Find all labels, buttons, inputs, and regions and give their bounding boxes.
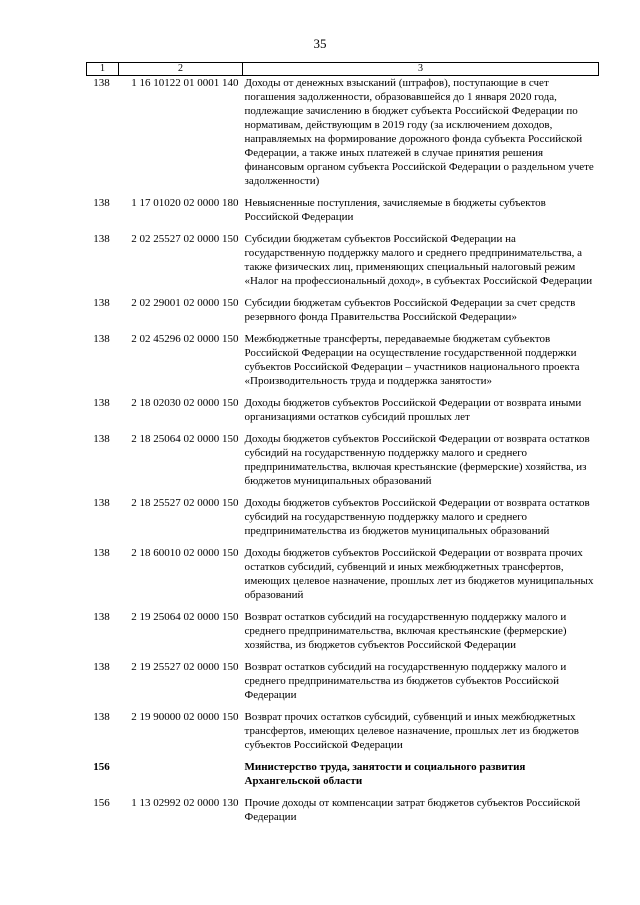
budget-classification-code: 2 19 25064 02 0000 150 [131, 611, 239, 623]
budget-classification-code: 2 19 25527 02 0000 150 [131, 661, 239, 673]
table-row [87, 432, 599, 496]
table-row [87, 496, 599, 546]
table-body [87, 76, 599, 833]
administrator-code: 138 [93, 711, 110, 723]
revenue-name: Возврат остатков субсидий на государственную поддержку малого и среднего предпринимательства, включая крестьянские (фермерские) хозяйства, из бюджетов субъектов Российской Федерации [244, 611, 567, 651]
administrator-code: 156 [93, 761, 110, 773]
administrator-code: 138 [93, 333, 110, 345]
table-header-row [87, 63, 599, 76]
table-row [87, 76, 599, 197]
table-row [87, 660, 599, 710]
budget-classification-code: 2 18 60010 02 0000 150 [131, 547, 239, 559]
table-row [87, 710, 599, 760]
revenue-name: Доходы бюджетов субъектов Российской Федерации от возврата остатков субсидий на государственную поддержку малого и среднего предпринимательства, включая крестьянские (фермерские) хозяйства, из бюджетов муниципальных образований [244, 433, 590, 487]
column-number-3: 3 [243, 63, 599, 76]
revenue-name: Возврат остатков субсидий на государственную поддержку малого и среднего предпринимательства из бюджетов субъектов Российской Федерации [244, 661, 567, 701]
page-number: 35 [313, 36, 327, 51]
budget-classification-code: 2 18 25064 02 0000 150 [131, 433, 239, 445]
revenue-name: Доходы бюджетов субъектов Российской Федерации от возврата прочих остатков субсидий, субвенций и иных межбюджетных трансфертов, имеющих целевое назначение, прошлых лет из бюджетов муниципальных образований [244, 547, 594, 601]
administrator-code: 138 [93, 197, 110, 209]
administrator-code: 138 [93, 547, 110, 559]
table-row [87, 232, 599, 296]
table-row [87, 546, 599, 610]
table-row [87, 610, 599, 660]
administrator-code: 138 [93, 433, 110, 445]
administrator-code: 156 [93, 797, 110, 809]
revenue-name: Прочие доходы от компенсации затрат бюджетов субъектов Российской Федерации [244, 797, 581, 823]
revenue-name: Межбюджетные трансферты, передаваемые бюджетам субъектов Российской Федерации на осуществление государственной поддержки субъектов Российской Федерации – участников национального проекта «Производительность труда и поддержка занятости» [244, 333, 580, 387]
administrator-code: 138 [93, 611, 110, 623]
revenue-name: Доходы от денежных взысканий (штрафов), поступающие в счет погашения задолженности, образовавшейся до 1 января 2020 года, подлежащие зачислению в бюджет субъекта Российской Федерации по нормативам, действующим в 2019 году (за исключением доходов, направляемых на формирование дорожного фонда субъекта Российской Федерации, а также иных платежей в случае принятия решения финансовым органом субъекта Российской Федерации о раздельном учете задолженности) [244, 77, 594, 187]
column-number-2: 2 [119, 63, 243, 76]
budget-classification-code: 2 02 25527 02 0000 150 [131, 233, 239, 245]
table-row [87, 396, 599, 432]
budget-classification-code [119, 760, 243, 796]
administrator-code: 138 [93, 297, 110, 309]
revenue-name: Субсидии бюджетам субъектов Российской Федерации на государственную поддержку малого и среднего предпринимательства, а также физических лиц, применяющих специальный налоговый режим «Налог на профессиональный доход», в субъектах Российской Федерации [244, 233, 593, 287]
revenue-codes-table [86, 62, 599, 832]
budget-classification-code: 1 13 02992 02 0000 130 [131, 797, 239, 809]
table-row [87, 196, 599, 232]
administrator-code: 138 [93, 397, 110, 409]
revenue-name: Доходы бюджетов субъектов Российской Федерации от возврата иными организациями остатков субсидий прошлых лет [244, 397, 582, 423]
table-row [87, 296, 599, 332]
revenue-name: Доходы бюджетов субъектов Российской Федерации от возврата остатков субсидий на государственную поддержку малого и среднего предпринимательства из бюджетов муниципальных образований [244, 497, 590, 537]
administrator-code: 138 [93, 233, 110, 245]
budget-classification-code: 2 19 90000 02 0000 150 [131, 711, 239, 723]
administrator-code: 138 [93, 77, 110, 89]
revenue-name: Невыясненные поступления, зачисляемые в бюджеты субъектов Российской Федерации [244, 197, 546, 223]
column-number-1: 1 [87, 63, 119, 76]
budget-classification-code: 2 02 29001 02 0000 150 [131, 297, 239, 309]
budget-classification-code: 1 17 01020 02 0000 180 [131, 197, 239, 209]
revenue-name: Возврат прочих остатков субсидий, субвенций и иных межбюджетных трансфертов, имеющих целевое назначение, прошлых лет из бюджетов субъектов Российской Федерации [244, 711, 579, 751]
budget-classification-code: 1 16 10122 01 0001 140 [131, 77, 239, 89]
budget-classification-code: 2 18 02030 02 0000 150 [131, 397, 239, 409]
table-row [87, 332, 599, 396]
table-row [87, 796, 599, 832]
administrator-code: 138 [93, 661, 110, 673]
budget-classification-code: 2 18 25527 02 0000 150 [131, 497, 239, 509]
administrator-code: 138 [93, 497, 110, 509]
budget-classification-code: 2 02 45296 02 0000 150 [131, 333, 239, 345]
ministry-heading-row [87, 760, 599, 796]
ministry-name: Министерство труда, занятости и социального развития Архангельской области [244, 761, 526, 787]
revenue-name: Субсидии бюджетам субъектов Российской Федерации за счет средств резервного фонда Правительства Российской Федерации» [244, 297, 576, 323]
